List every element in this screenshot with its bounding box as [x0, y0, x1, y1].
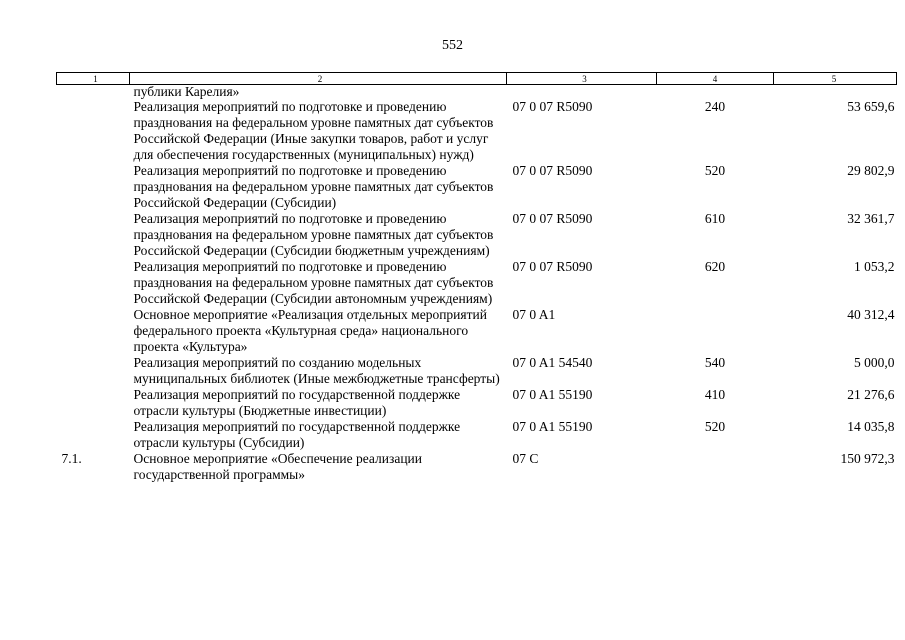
row-number: [57, 85, 130, 100]
row-description: Реализация мероприятий по подготовке и проведению празднования на федеральном уровне памятных дат субъектов Российской Федерации (Иные закупки товаров, работ и услуг для обеспечения государственных (муниципальных) нужд): [133, 99, 494, 162]
budget-table: [56, 72, 897, 483]
row-amount: 1 053,2: [854, 259, 895, 274]
row-description: Реализация мероприятий по созданию модельных муниципальных библиотек (Иные межбюджетные трансферты): [133, 355, 500, 386]
table-row: [57, 99, 897, 163]
table-row: [57, 451, 897, 483]
row-code: [507, 85, 657, 100]
row-description: Реализация мероприятий по подготовке и проведению празднования на федеральном уровне памятных дат субъектов Российской Федерации (Субсидии автономным учреждениям): [133, 259, 494, 306]
row-code: 07 С: [512, 451, 539, 466]
page-number: 552: [442, 38, 463, 53]
row-expense-type: 240: [704, 99, 726, 114]
table-body: [57, 85, 897, 484]
row-description: Основное мероприятие «Реализация отдельных мероприятий федерального проекта «Культурная среда» национального проекта «Культура»: [133, 307, 487, 354]
table-row: [57, 307, 897, 355]
table-row: [57, 387, 897, 419]
row-amount: [774, 85, 897, 100]
row-number: [57, 99, 130, 163]
row-number: 7.1.: [61, 451, 82, 466]
header-col-4: 4: [657, 73, 774, 85]
header-col-3: 3: [507, 73, 657, 85]
row-expense-type: [657, 307, 774, 355]
row-amount: 32 361,7: [847, 211, 895, 226]
header-col-2: 2: [130, 73, 507, 85]
row-expense-type: 620: [704, 259, 726, 274]
row-expense-type: 610: [704, 211, 726, 226]
table-row: [57, 163, 897, 211]
header-col-5: 5: [774, 73, 897, 85]
table-header-row: [57, 73, 897, 85]
row-amount: 21 276,6: [847, 387, 895, 402]
header-col-1: 1: [57, 73, 130, 85]
row-expense-type: [657, 451, 774, 483]
row-expense-type: [657, 85, 774, 100]
row-code: 07 0 07 R5090: [512, 211, 593, 226]
row-description: Реализация мероприятий по государственной поддержке отрасли культуры (Субсидии): [133, 419, 461, 450]
row-expense-type: 520: [704, 163, 726, 178]
table-row: [57, 419, 897, 451]
row-expense-type: 540: [704, 355, 726, 370]
row-description: Основное мероприятие «Обеспечение реализации государственной программы»: [133, 451, 422, 482]
row-code: 07 0 A1 54540: [512, 355, 593, 370]
row-amount: 40 312,4: [847, 307, 895, 322]
row-expense-type: 410: [704, 387, 726, 402]
row-description: Реализация мероприятий по государственной поддержке отрасли культуры (Бюджетные инвестиции): [133, 387, 461, 418]
row-code: 07 0 07 R5090: [512, 259, 593, 274]
table-row: [57, 85, 897, 100]
row-code: 07 0 A1: [512, 307, 556, 322]
row-description: Реализация мероприятий по подготовке и проведению празднования на федеральном уровне памятных дат субъектов Российской Федерации (Субсидии бюджетным учреждениям): [133, 211, 494, 258]
row-number: [57, 355, 130, 387]
row-number: [57, 307, 130, 355]
table-row: [57, 355, 897, 387]
row-code: 07 0 07 R5090: [512, 163, 593, 178]
row-description: Реализация мероприятий по подготовке и проведению празднования на федеральном уровне памятных дат субъектов Российской Федерации (Субсидии): [133, 163, 494, 210]
row-number: [57, 419, 130, 451]
row-amount: 150 972,3: [840, 451, 895, 466]
row-code: 07 0 A1 55190: [512, 387, 593, 402]
row-expense-type: 520: [704, 419, 726, 434]
row-amount: 29 802,9: [847, 163, 895, 178]
row-description: публики Карелия»: [133, 84, 240, 99]
row-code: 07 0 A1 55190: [512, 419, 593, 434]
row-code: 07 0 07 R5090: [512, 99, 593, 114]
row-number: [57, 259, 130, 307]
row-amount: 53 659,6: [847, 99, 895, 114]
row-number: [57, 387, 130, 419]
row-number: [57, 163, 130, 211]
row-number: [57, 211, 130, 259]
row-amount: 5 000,0: [854, 355, 895, 370]
row-amount: 14 035,8: [847, 419, 895, 434]
table-row: [57, 211, 897, 259]
table-row: [57, 259, 897, 307]
